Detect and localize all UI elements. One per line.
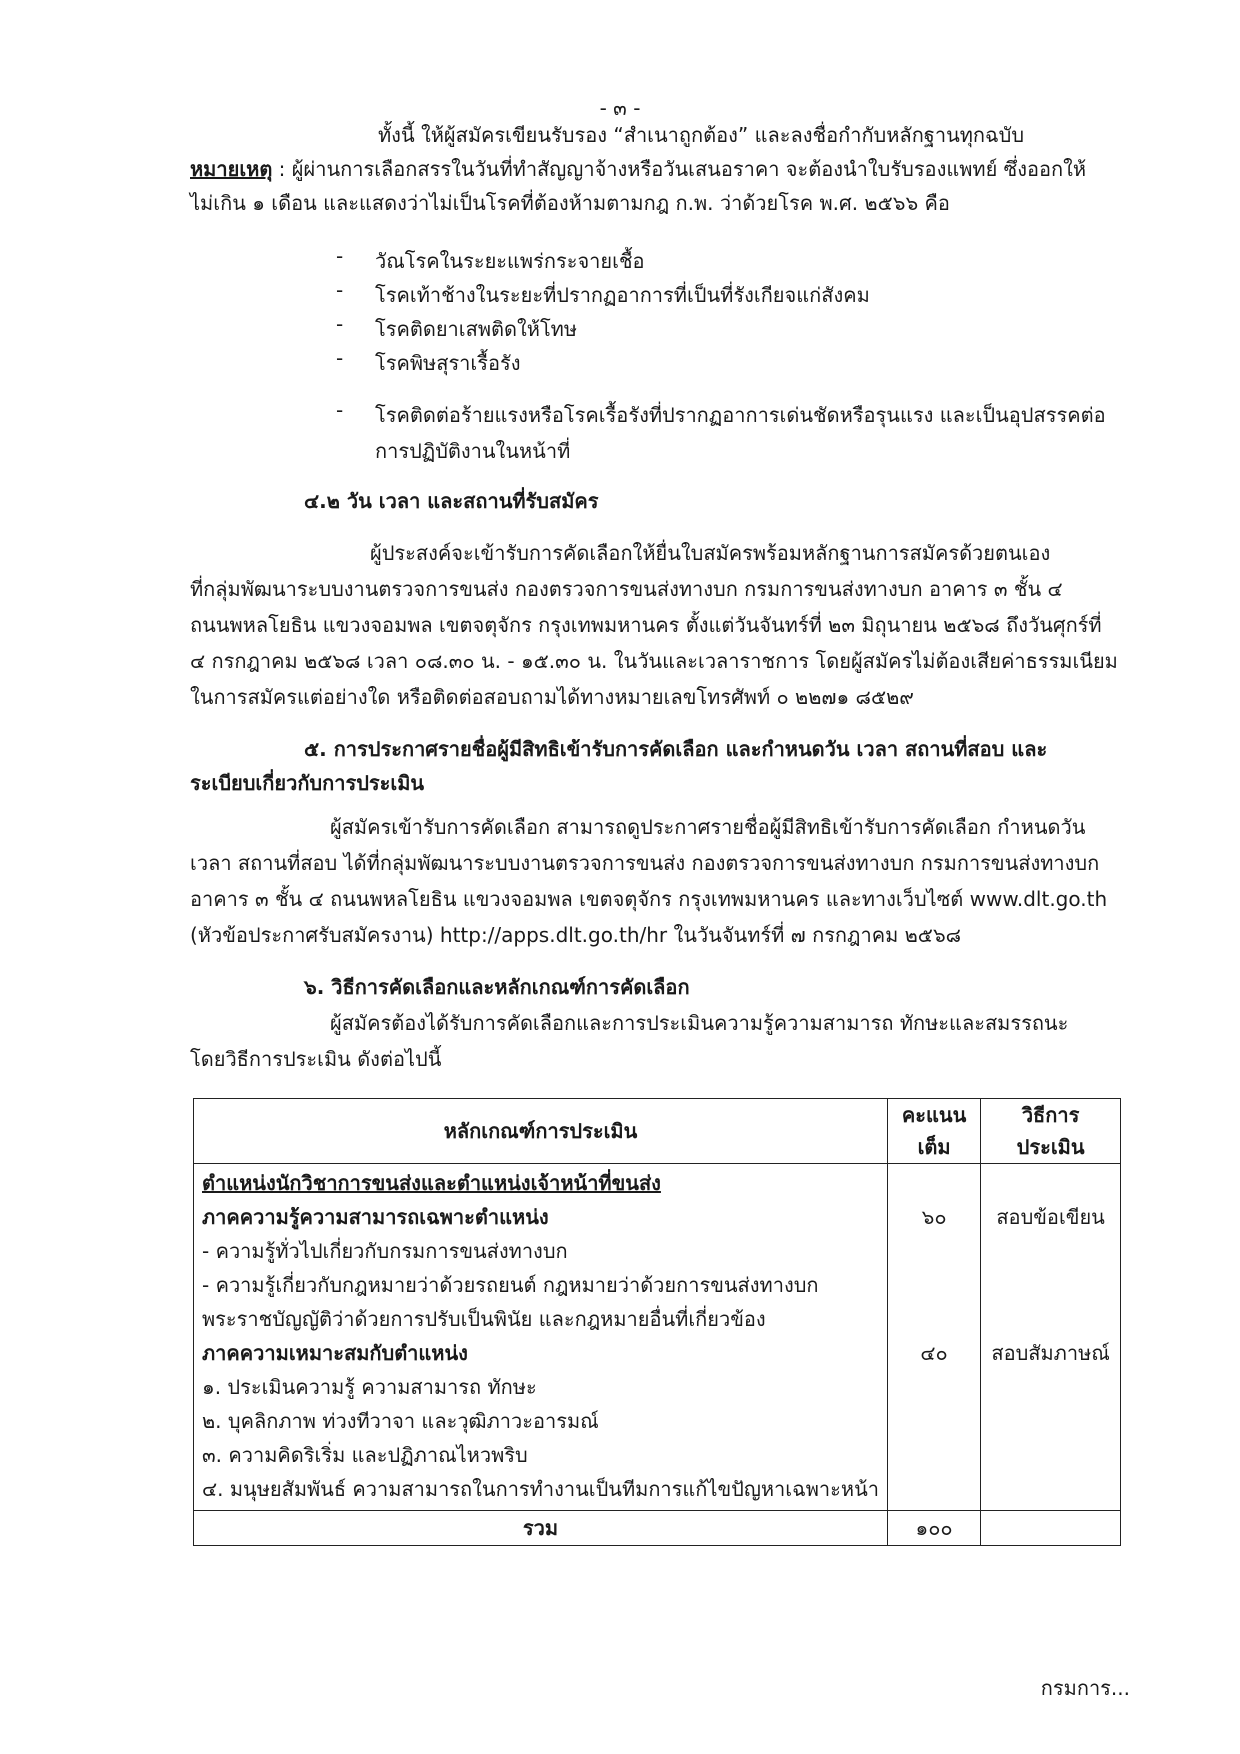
certify-line: ทั้งนี้ ให้ผู้สมัครเขียนรับรอง “สำเนาถูกต้อง” และลงชื่อกำกับหลักฐานทุกฉบับ — [378, 123, 1025, 147]
criteria-cell — [194, 1164, 888, 1511]
footer-continuation: กรมการ... — [1040, 1676, 1130, 1700]
part2-item: ๓. ความคิดริเริ่ม และปฏิภาณไหวพริบ — [202, 1443, 528, 1467]
section-6-line: โดยวิธีการประเมิน ดังต่อไปนี้ — [190, 1047, 442, 1071]
disease-item-continued: การปฏิบัติงานในหน้าที่ — [375, 439, 571, 463]
bullet-mark: - — [336, 346, 344, 370]
page-number: - ๓ - — [599, 96, 641, 120]
section-4-2-line: ที่กลุ่มพัฒนาระบบงานตรวจการขนส่ง กองตรวจการขนส่งทางบก กรมการขนส่งทางบก อาคาร ๓ ชั้น ๔ — [190, 577, 1063, 601]
part2-method: สอบสัมภาษณ์ — [991, 1341, 1110, 1365]
bullet-mark: - — [336, 278, 344, 302]
header-method: วิธีการประเมิน — [981, 1099, 1121, 1164]
section-5-line: เวลา สถานที่สอบ ได้ที่กลุ่มพัฒนาระบบงานตรวจการขนส่ง กองตรวจการขนส่งทางบก กรมการขนส่งทางบก — [190, 851, 1100, 875]
part1-score: ๖๐ — [921, 1205, 947, 1229]
table-row — [194, 1164, 1121, 1511]
part2-item: ๑. ประเมินความรู้ ความสามารถ ทักษะ — [202, 1375, 537, 1399]
method-cell — [981, 1164, 1121, 1511]
criteria-table — [193, 1098, 1121, 1546]
header-score: คะแนนเต็ม — [887, 1099, 980, 1164]
note-line-1 — [190, 152, 1086, 186]
section-5-heading: ๕. การประกาศรายชื่อผู้มีสิทธิเข้ารับการคัดเลือก และกำหนดวัน เวลา สถานที่สอบ และ — [304, 737, 1048, 761]
header-criteria: หลักเกณฑ์การประเมิน — [194, 1099, 888, 1164]
total-label: รวม — [194, 1511, 888, 1546]
disease-item: โรคเท้าช้างในระยะที่ปรากฏอาการที่เป็นที่รังเกียจแก่สังคม — [375, 283, 870, 307]
score-cell — [887, 1164, 980, 1511]
section-5-line: (หัวข้อประกาศรับสมัครงาน) http://apps.dlt.go.th/hr ในวันจันทร์ที่ ๗ กรกฎาคม ๒๕๖๘ — [190, 923, 962, 947]
section-6-heading: ๖. วิธีการคัดเลือกและหลักเกณฑ์การคัดเลือก — [304, 975, 690, 999]
section-5-heading-cont: ระเบียบเกี่ยวกับการประเมิน — [190, 771, 425, 795]
part2-item: ๔. มนุษยสัมพันธ์ ความสามารถในการทำงานเป็นทีมการแก้ไขปัญหาเฉพาะหน้า — [202, 1477, 879, 1501]
part1-title: ภาคความรู้ความสามารถเฉพาะตำแหน่ง — [202, 1205, 549, 1229]
section-4-2-line: ๔ กรกฎาคม ๒๕๖๘ เวลา ๐๘.๓๐ น. - ๑๕.๓๐ น. ในวันและเวลาราชการ โดยผู้สมัครไม่ต้องเสียค่าธรรมเนียม — [190, 649, 1118, 673]
bullet-mark: - — [336, 398, 344, 422]
total-row — [194, 1511, 1121, 1546]
section-5-line: อาคาร ๓ ชั้น ๔ ถนนพหลโยธิน แขวงจอมพล เขตจตุจักร กรุงเทพมหานคร และทางเว็บไซต์ www.dlt.go.th — [190, 887, 1108, 911]
total-method-empty — [981, 1511, 1121, 1546]
section-4-2-heading: ๔.๒ วัน เวลา และสถานที่รับสมัคร — [304, 489, 599, 513]
section-5-line: ผู้สมัครเข้ารับการคัดเลือก สามารถดูประกาศรายชื่อผู้มีสิทธิเข้ารับการคัดเลือก กำหนดวัน — [330, 815, 1086, 839]
disease-item: โรคติดต่อร้ายแรงหรือโรคเรื้อรังที่ปรากฏอาการเด่นชัดหรือรุนแรง และเป็นอุปสรรคต่อ — [375, 403, 1106, 427]
disease-item: โรคติดยาเสพติดให้โทษ — [375, 317, 578, 341]
section-4-2-line: ในการสมัครแต่อย่างใด หรือติดต่อสอบถามได้ทางหมายเลขโทรศัพท์ ๐ ๒๒๗๑ ๘๕๒๙ — [190, 685, 914, 709]
bullet-mark: - — [336, 312, 344, 336]
disease-item: วัณโรคในระยะแพร่กระจายเชื้อ — [375, 249, 645, 273]
total-score: ๑๐๐ — [887, 1511, 980, 1546]
part1-item: - ความรู้ทั่วไปเกี่ยวกับกรมการขนส่งทางบก — [202, 1239, 568, 1263]
section-6-line: ผู้สมัครต้องได้รับการคัดเลือกและการประเมินความรู้ความสามารถ ทักษะและสมรรถนะ — [330, 1011, 1069, 1035]
part2-score: ๔๐ — [920, 1341, 948, 1365]
position-title: ตำแหน่งนักวิชาการขนส่งและตำแหน่งเจ้าหน้าที่ขนส่ง — [202, 1171, 661, 1195]
part1-method: สอบข้อเขียน — [996, 1205, 1105, 1229]
part1-item: - ความรู้เกี่ยวกับกฎหมายว่าด้วยรถยนต์ กฎหมายว่าด้วยการขนส่งทางบก — [202, 1273, 819, 1297]
table-header-row — [194, 1099, 1121, 1164]
part2-title: ภาคความเหมาะสมกับตำแหน่ง — [202, 1341, 468, 1365]
part1-item: พระราชบัญญัติว่าด้วยการปรับเป็นพินัย และกฎหมายอื่นที่เกี่ยวข้อง — [202, 1307, 766, 1331]
bullet-mark: - — [336, 244, 344, 268]
part2-item: ๒. บุคลิกภาพ ท่วงทีวาจา และวุฒิภาวะอารมณ์ — [202, 1409, 599, 1433]
section-4-2-line: ผู้ประสงค์จะเข้ารับการคัดเลือกให้ยื่นใบสมัครพร้อมหลักฐานการสมัครด้วยตนเอง — [370, 541, 1051, 565]
section-4-2-line: ถนนพหลโยธิน แขวงจอมพล เขตจตุจักร กรุงเทพมหานคร ตั้งแต่วันจันทร์ที่ ๒๓ มิถุนายน ๒๕๖๘ ถึงวันศุกร์ที่ — [190, 613, 1102, 637]
note-text-1: : ผู้ผ่านการเลือกสรรในวันที่ทำสัญญาจ้างหรือวันเสนอราคา จะต้องนำใบรับรองแพทย์ ซึ่งออกให้ — [272, 157, 1087, 181]
disease-item: โรคพิษสุราเรื้อรัง — [375, 351, 521, 375]
note-line-2: ไม่เกิน ๑ เดือน และแสดงว่าไม่เป็นโรคที่ต้องห้ามตามกฎ ก.พ. ว่าด้วยโรค พ.ศ. ๒๕๖๖ คือ — [190, 191, 950, 215]
note-label: หมายเหตุ — [190, 157, 273, 181]
